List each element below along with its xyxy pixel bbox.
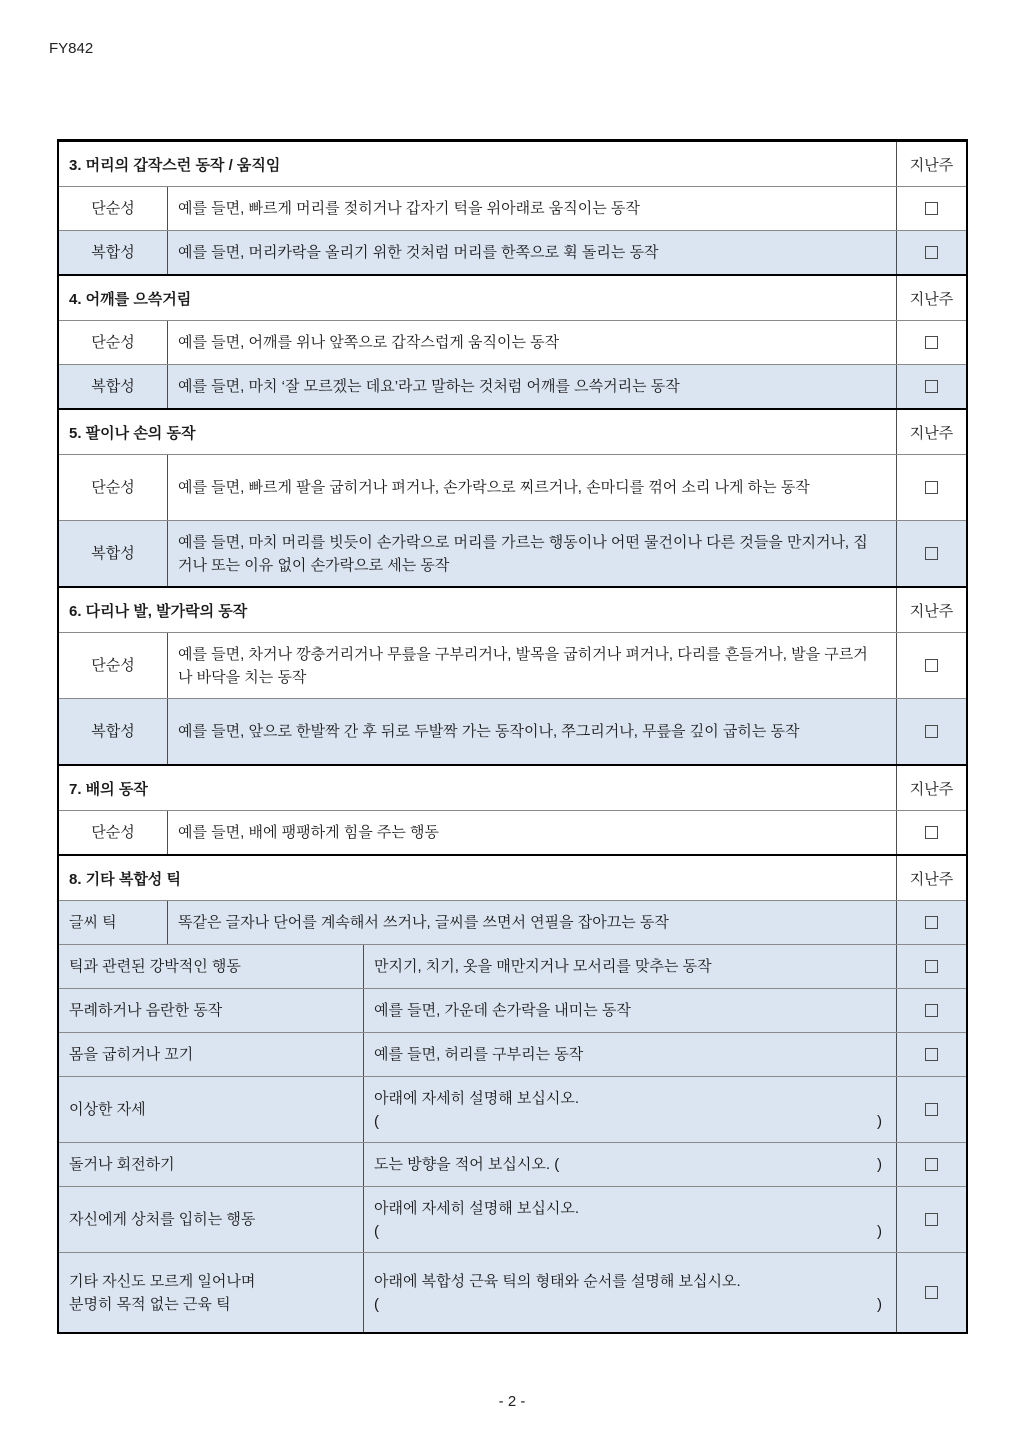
description-line [374, 1270, 882, 1293]
row-label [59, 1143, 364, 1186]
description-line [178, 241, 882, 264]
last-week-header: 지난주 [896, 766, 966, 810]
section-header-row [59, 276, 966, 320]
row-label-line: 단순성 [91, 200, 135, 217]
section-title: 6. 다리나 발, 발가락의 동작 [69, 602, 248, 620]
checkbox-cell [896, 187, 966, 230]
table-row [59, 186, 966, 230]
checkbox-cell [896, 1033, 966, 1076]
checkbox-cell [896, 945, 966, 988]
close-paren: ) [877, 1112, 882, 1130]
section-title: 5. 팔이나 손의 동작 [69, 424, 196, 442]
checkbox-cell [896, 321, 966, 364]
table-row [59, 364, 966, 408]
last-week-checkbox[interactable] [925, 246, 938, 259]
row-label-line: 자신에게 상처를 입히는 행동 [69, 1211, 256, 1228]
row-description [364, 1253, 896, 1332]
checkbox-cell [896, 989, 966, 1032]
description-text: 예를 들면, 어깨를 위나 앞쪽으로 갑작스럽게 움직이는 동작 [178, 334, 560, 351]
description-line [178, 720, 882, 743]
write-in-blank[interactable] [374, 1153, 882, 1176]
checkbox-cell [896, 633, 966, 698]
section [59, 274, 966, 408]
row-label-line: 복합성 [91, 378, 135, 395]
table-row [59, 320, 966, 364]
table-row [59, 1142, 966, 1186]
description-line [374, 1197, 882, 1220]
description-text: 예를 들면, 허리를 구부리는 동작 [374, 1046, 584, 1063]
tic-survey-table [57, 139, 968, 1334]
row-label-line: 틱과 관련된 강박적인 행동 [69, 958, 241, 975]
row-description [364, 1033, 896, 1076]
description-text: 도는 방향을 적어 보십시오. ( [374, 1156, 560, 1173]
row-label [59, 1077, 364, 1142]
last-week-header: 지난주 [896, 588, 966, 632]
checkbox-cell [896, 365, 966, 408]
row-label-line: 단순성 [91, 479, 135, 496]
description-line [178, 375, 882, 398]
table-row [59, 1186, 966, 1252]
table-row [59, 454, 966, 520]
table-row [59, 230, 966, 274]
row-label-line: 복합성 [91, 244, 135, 261]
page-number: - 2 - [498, 1393, 526, 1410]
section-title: 3. 머리의 갑작스런 동작 / 움직임 [69, 156, 281, 174]
table-row [59, 1252, 966, 1332]
row-label-line: 단순성 [91, 334, 135, 351]
description-text: 똑같은 글자나 단어를 계속해서 쓰거나, 글씨를 쓰면서 연필을 잡아끄는 동작 [178, 914, 669, 931]
table-row [59, 632, 966, 698]
checkbox-cell [896, 901, 966, 944]
write-in-blank[interactable] [374, 1110, 882, 1133]
row-label [59, 1187, 364, 1252]
row-label-line: 단순성 [91, 824, 135, 841]
row-description [168, 811, 896, 854]
last-week-checkbox[interactable] [925, 481, 938, 494]
description-text: 예를 들면, 차거나 깡충거리거나 무릎을 구부리거나, 발목을 굽히거나 펴거나, 다리를 흔들거나, 발을 구르거나 바닥을 치는 동작 [178, 645, 868, 686]
row-label [59, 633, 168, 698]
description-text: 예를 들면, 머리카락을 올리기 위한 것처럼 머리를 한쪽으로 휙 돌리는 동작 [178, 244, 659, 261]
description-text: 예를 들면, 빠르게 팔을 굽히거나 펴거나, 손가락으로 찌르거나, 손마디를 꺾어 소리 나게 하는 동작 [178, 479, 810, 496]
last-week-checkbox[interactable] [925, 547, 938, 560]
row-description [364, 945, 896, 988]
description-text: ( [374, 1222, 379, 1240]
description-line [178, 331, 882, 354]
row-label-line: 기타 자신도 모르게 일어나며 [69, 1272, 256, 1290]
last-week-checkbox[interactable] [925, 916, 938, 929]
row-label-line: 글씨 틱 [69, 914, 117, 931]
last-week-checkbox[interactable] [925, 202, 938, 215]
section [59, 586, 966, 764]
checkbox-cell [896, 455, 966, 520]
close-paren: ) [877, 1295, 882, 1313]
description-line [178, 911, 882, 934]
section-header-row [59, 142, 966, 186]
description-text: 만지기, 치기, 옷을 매만지거나 모서리를 맞추는 동작 [374, 958, 712, 975]
row-label [59, 187, 168, 230]
row-description [168, 321, 896, 364]
row-label [59, 365, 168, 408]
row-label [59, 811, 168, 854]
write-in-blank[interactable] [374, 1293, 882, 1316]
description-line [178, 197, 882, 220]
description-text: 아래에 자세히 설명해 보십시오. [374, 1199, 580, 1217]
description-text: 예를 들면, 배에 팽팽하게 힘을 주는 행동 [178, 824, 440, 841]
description-text: ( [374, 1295, 379, 1313]
checkbox-cell [896, 811, 966, 854]
table-row [59, 698, 966, 764]
section [59, 764, 966, 854]
section [59, 408, 966, 586]
section-title: 7. 배의 동작 [69, 780, 148, 798]
section-title: 4. 어깨를 으쓱거림 [69, 290, 192, 308]
row-label [59, 699, 168, 764]
row-label-line: 복합성 [91, 545, 135, 562]
description-line [178, 531, 882, 577]
row-label-line: 이상한 자세 [69, 1101, 146, 1118]
description-text: 예를 들면, 마치 ‘잘 모르겠는 데요’라고 말하는 것처럼 어깨를 으쓱거리는 동작 [178, 378, 680, 395]
row-description [168, 231, 896, 274]
row-label-line: 무례하거나 음란한 동작 [69, 1002, 223, 1019]
description-line [178, 643, 882, 689]
row-label [59, 455, 168, 520]
document-code: FY842 [49, 40, 94, 57]
close-paren: ) [877, 1156, 882, 1173]
description-text: 예를 들면, 빠르게 머리를 젖히거나 갑자기 턱을 위아래로 움직이는 동작 [178, 200, 640, 217]
description-line [374, 999, 882, 1022]
row-description [168, 901, 896, 944]
row-label-line: 단순성 [91, 657, 135, 674]
description-text: 예를 들면, 마치 머리를 빗듯이 손가락으로 머리를 가르는 행동이나 어떤 물건이나 다른 것들을 만지거나, 집거나 또는 이유 없이 손가락으로 세는 동작 [178, 533, 868, 574]
table-row [59, 520, 966, 586]
section-header-row [59, 856, 966, 900]
last-week-checkbox[interactable] [925, 336, 938, 349]
last-week-checkbox[interactable] [925, 1213, 938, 1226]
table-row [59, 1076, 966, 1142]
last-week-header: 지난주 [896, 856, 966, 900]
last-week-header: 지난주 [896, 142, 966, 186]
last-week-checkbox[interactable] [925, 1048, 938, 1061]
row-label [59, 321, 168, 364]
row-label [59, 231, 168, 274]
description-line [178, 821, 882, 844]
description-line [374, 1087, 882, 1110]
row-description [364, 1143, 896, 1186]
row-label [59, 901, 168, 944]
last-week-checkbox[interactable] [925, 725, 938, 738]
row-label-line: 복합성 [91, 723, 135, 740]
row-description [168, 633, 896, 698]
table-row [59, 988, 966, 1032]
last-week-checkbox[interactable] [925, 960, 938, 973]
checkbox-cell [896, 1077, 966, 1142]
row-description [364, 1187, 896, 1252]
row-label-line: 분명히 목적 없는 근육 틱 [69, 1295, 231, 1313]
table-row [59, 1032, 966, 1076]
section-header-row [59, 766, 966, 810]
section [59, 142, 966, 274]
description-text: 예를 들면, 가운데 손가락을 내미는 동작 [374, 1002, 631, 1019]
row-description [364, 989, 896, 1032]
description-line [374, 955, 882, 978]
last-week-checkbox[interactable] [925, 1158, 938, 1171]
description-line [374, 1043, 882, 1066]
section-title: 8. 기타 복합성 틱 [69, 870, 181, 888]
last-week-header: 지난주 [896, 410, 966, 454]
row-label-line: 돌거나 회전하기 [69, 1156, 175, 1173]
last-week-checkbox[interactable] [925, 1103, 938, 1116]
row-label [59, 989, 364, 1032]
last-week-checkbox[interactable] [925, 1286, 938, 1299]
row-description [168, 521, 896, 586]
row-description [168, 455, 896, 520]
description-text: 아래에 자세히 설명해 보십시오. [374, 1089, 580, 1107]
last-week-header: 지난주 [896, 276, 966, 320]
row-description [168, 187, 896, 230]
checkbox-cell [896, 231, 966, 274]
row-description [168, 699, 896, 764]
description-line [178, 476, 882, 499]
section-header-row [59, 588, 966, 632]
checkbox-cell [896, 1143, 966, 1186]
description-text: ( [374, 1112, 379, 1130]
row-label [59, 1033, 364, 1076]
checkbox-cell [896, 1187, 966, 1252]
last-week-checkbox[interactable] [925, 826, 938, 839]
row-description [364, 1077, 896, 1142]
table-row [59, 944, 966, 988]
row-description [168, 365, 896, 408]
close-paren: ) [877, 1222, 882, 1240]
description-text: 예를 들면, 앞으로 한발짝 간 후 뒤로 두발짝 가는 동작이나, 쭈그리거나, 무릎을 깊이 굽히는 동작 [178, 723, 800, 740]
checkbox-cell [896, 521, 966, 586]
write-in-blank[interactable] [374, 1220, 882, 1243]
row-label [59, 945, 364, 988]
section-header-row [59, 410, 966, 454]
last-week-checkbox[interactable] [925, 1004, 938, 1017]
section [59, 854, 966, 1332]
checkbox-cell [896, 699, 966, 764]
checkbox-cell [896, 1253, 966, 1332]
last-week-checkbox[interactable] [925, 659, 938, 672]
last-week-checkbox[interactable] [925, 380, 938, 393]
row-label [59, 521, 168, 586]
description-text: 아래에 복합성 근육 틱의 형태와 순서를 설명해 보십시오. [374, 1272, 741, 1290]
table-row [59, 900, 966, 944]
row-label [59, 1253, 364, 1332]
table-row [59, 810, 966, 854]
row-label-line: 몸을 굽히거나 꼬기 [69, 1046, 194, 1063]
